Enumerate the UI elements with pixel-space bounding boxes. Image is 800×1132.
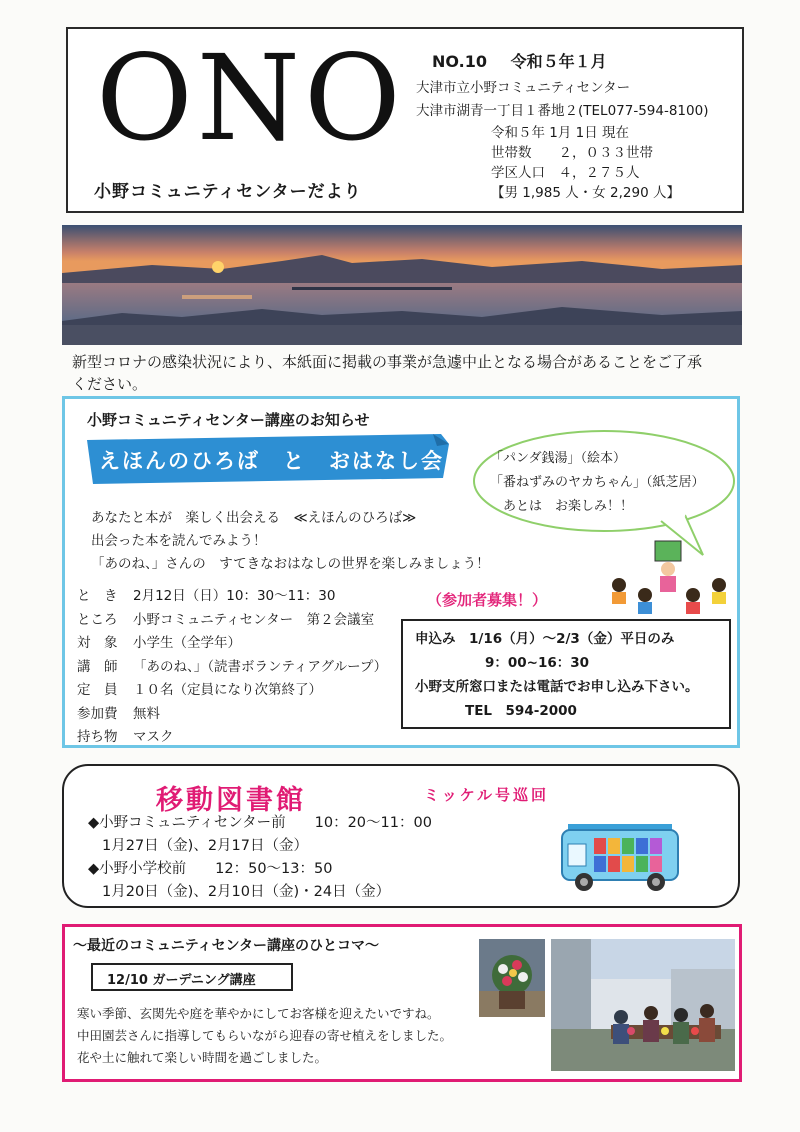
newsletter-subtitle: 小野コミュニティセンターだより (94, 182, 362, 202)
description-line: 花や土に触れて楽しい時間を過ごしました。 (77, 1050, 328, 1065)
library-bus-icon (554, 818, 684, 898)
issue-info (432, 49, 625, 72)
detail-row: 講 師 「あのね、」（読書ボランティアグループ） (77, 658, 388, 675)
stop-dates: 1月27日（金)、2月17日（金） (102, 838, 309, 854)
flower-arrangement-photo (479, 939, 545, 1017)
issue-number: NO.10 (432, 52, 487, 71)
stats-line: 【男 1,985 人・女 2,290 人】 (491, 185, 680, 201)
stats-line: 学区人口 ４，２７５人 (491, 165, 640, 181)
sunset-lake-photo (62, 225, 742, 345)
program-item: 「番ねずみのヤカちゃん」（紙芝居） (490, 475, 705, 490)
detail-row: と き 2月12日（日）10：30～11：30 (77, 588, 336, 604)
address-line: 大津市立小野コミュニティセンター (416, 80, 631, 96)
detail-row: 対 象 小学生（全学年） (77, 635, 241, 651)
program-item: あとは お楽しみ！！ (490, 499, 634, 514)
mobile-library-title: 移動図書館 (156, 785, 306, 816)
event-details (77, 585, 387, 750)
stop-dates: 1月20日（金)、2月10日（金)・24日（金） (102, 884, 391, 900)
course-section-title: 小野コミュニティセンター講座のお知らせ (87, 411, 370, 429)
description-line: 中田園芸さんに指導してもらいながら迎春の寄せ植えをしました。 (77, 1028, 453, 1043)
detail-row: 持ち物 マスク (77, 729, 174, 745)
activity-description (77, 1003, 452, 1069)
intro-line: あなたと本が 楽しく出会える ≪えほんのひろば≫ (91, 510, 417, 526)
stop-place: ◆小野コミュニティセンター前 10：20～11：00 (88, 815, 432, 831)
mobile-library-section (62, 764, 740, 908)
intro-line: 出会った本を読んでみよう！ (91, 533, 267, 549)
gardening-class-photo (551, 939, 735, 1071)
recent-activities-section (62, 924, 742, 1082)
detail-row: 参加費 無料 (77, 705, 160, 722)
mobile-library-subtitle: ミッケル号巡回 (424, 786, 549, 804)
course-announcement (62, 396, 740, 748)
address-line: 大津市湖青一丁目１番地２(TEL077-594-8100) (416, 103, 709, 119)
stats-line: 令和５年 1月 1日 現在 (491, 125, 630, 141)
address-block (416, 77, 708, 123)
program-item: 「パンダ銭湯」（絵本） (490, 451, 626, 466)
intro-line: 「あのね、」さんの すてきなおはなしの世界を楽しみましょう！ (91, 556, 490, 572)
apply-line: 申込み 1/16（月）～2/3（金）平日のみ (415, 631, 675, 647)
recent-section-title: ～最近のコミュニティセンター講座のひとコマ～ (73, 938, 380, 954)
library-schedule (88, 812, 432, 904)
event-banner-title: えほんのひろば と おはなし会 (99, 449, 444, 473)
population-stats (491, 123, 680, 203)
application-box (401, 619, 731, 729)
event-intro (91, 507, 490, 576)
storytelling-illustration (605, 533, 735, 623)
detail-row: ところ 小野コミュニティセンター 第２会議室 (77, 611, 375, 628)
covid-notice: 新型コロナの感染状況により、本紙面に掲載の事業が急遽中止となる場合があることをご了承ください。 (72, 353, 703, 393)
apply-line: 9：00~16：30 (485, 655, 590, 671)
apply-line: 小野支所窓口または電話でお申し込み下さい。 (415, 679, 699, 695)
newsletter-logo: ONO (96, 29, 405, 167)
detail-row: 定 員 １０名（定員になり次第終了） (77, 682, 322, 698)
masthead (66, 27, 744, 213)
stop-place: ◆小野小学校前 12：50～13：50 (88, 861, 333, 877)
program-list (490, 447, 705, 519)
apply-phone: TEL 594-2000 (465, 703, 577, 719)
description-line: 寒い季節、玄関先や庭を華やかにしてお客様を迎えたいですね。 (77, 1006, 440, 1021)
issue-date: 令和５年１月 (510, 52, 607, 71)
recruit-label: （参加者募集！） (427, 591, 548, 609)
activity-tag: 12/10 ガーデニング講座 (91, 963, 293, 991)
stats-line: 世帯数 ２，０３３世帯 (491, 145, 653, 161)
